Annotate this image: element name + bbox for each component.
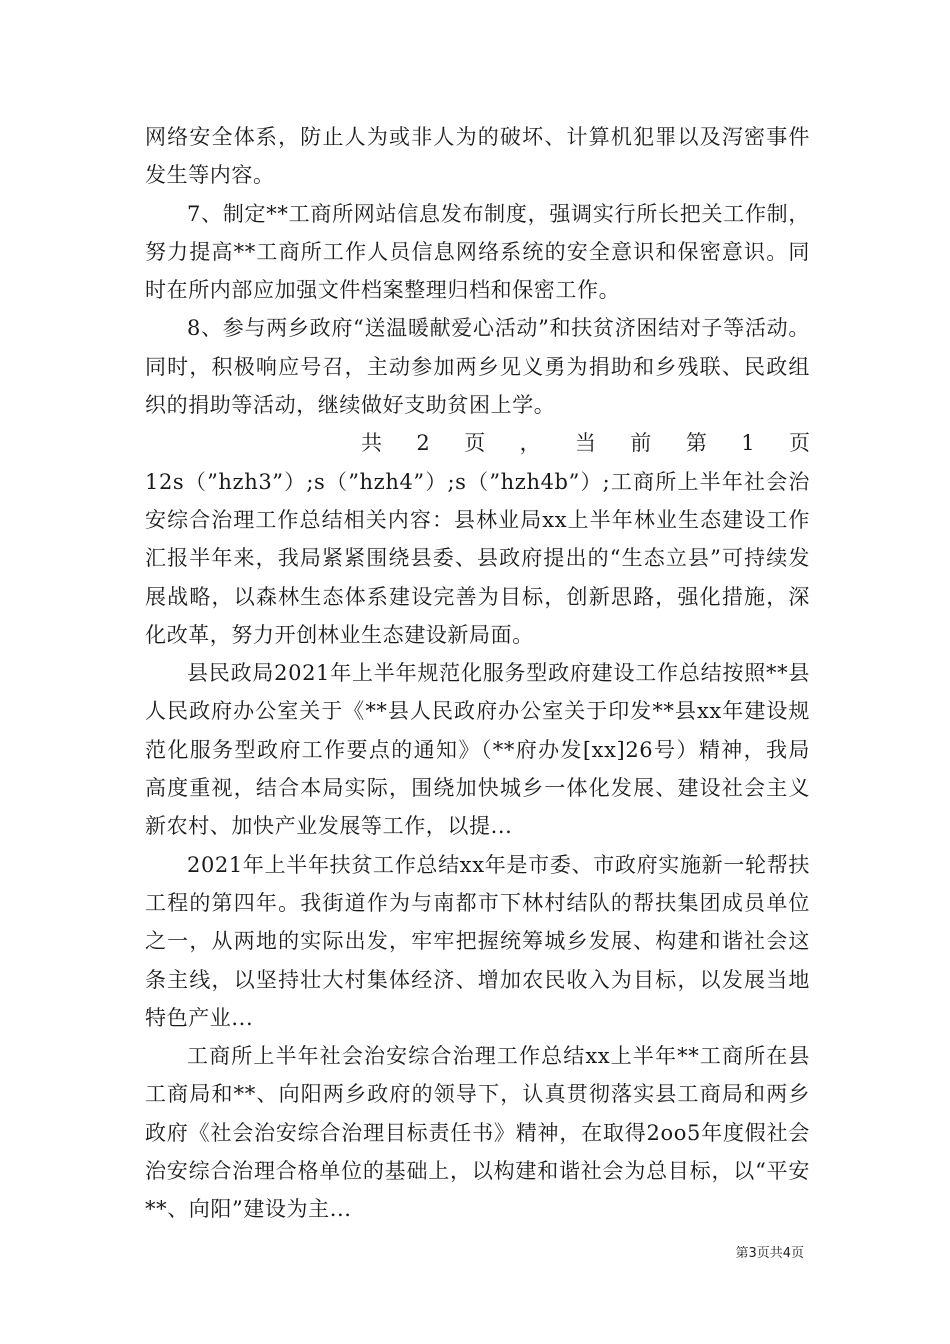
page-counter-char: 1 — [741, 431, 755, 456]
page-counter-char: 前 — [630, 431, 652, 456]
paragraph-item-8: 8、参与两乡政府“送温暖献爱心活动”和扶贫济困结对子等活动。同时，积极响应号召，主动参加两乡见义勇为捐助和乡残联、民政组织的捐助等活动，继续做好支助贫困上学。 — [145, 316, 810, 418]
page-counter-char: ， — [519, 431, 541, 456]
page-counter-char: 第 — [685, 431, 707, 456]
related-civil-affairs-summary: 县民政局2021年上半年规范化服务型政府建设工作总结按照**县人民政府办公室关于《**县人民政府办公室关于印发**县xx年建设规范化服务型政府工作要点的通知》（**府办发[xx]26号）精神，我局高度重视，结合本局实际，围绕加快城乡一体化发展、建设社会主义新农村、加快产业发展等工作，以提... — [145, 661, 810, 839]
page-counter-char: 共 — [361, 431, 382, 456]
page-footer: 第3页共4页 — [735, 1246, 804, 1261]
page-counter-char: 页 — [464, 431, 486, 456]
page-counter-char: 当 — [575, 431, 596, 456]
related-public-security-summary: 工商所上半年社会治安综合治理工作总结xx上半年**工商所在县工商局和**、向阳两乡政府的领导下，认真贯彻落实县工商局和两乡政府《社会治安综合治理目标责任书》精神，在取得2oo5年度假社会治安综合治理合格单位的基础上，以构建和谐社会为总目标，以“平安**、向阳”建设为主... — [145, 1044, 810, 1222]
page-counter-char: 页 — [789, 431, 810, 456]
page-counter-char: 2 — [416, 431, 430, 456]
document-body — [145, 118, 810, 1229]
page-counter — [145, 424, 810, 462]
related-forestry-summary: 12s（”hzh3”）;s（”hzh4”）;s（”hzh4b”）;工商所上半年社会治安综合治理工作总结相关内容：县林业局xx上半年林业生态建设工作汇报半年来，我局紧紧围绕县委、县政府提出的“生态立县”可持续发展战略，以森林生态体系建设完善为目标，创新思路，强化措施，深化改革，努力开创林业生态建设新局面。 — [145, 469, 810, 647]
related-poverty-summary: 2021年上半年扶贫工作总结xx年是市委、市政府实施新一轮帮扶工程的第四年。我街道作为与南都市下林村结队的帮扶集团成员单位之一，从两地的实际出发，牢牢把握统筹城乡发展、构建和谐社会这条主线，以坚持壮大村集体经济、增加农民收入为目标，以发展当地特色产业... — [145, 852, 810, 1030]
paragraph-security-system: 网络安全体系，防止人为或非人为的破坏、计算机犯罪以及泻密事件发生等内容。 — [145, 125, 810, 188]
paragraph-item-7: 7、制定**工商所网站信息发布制度，强调实行所长把关工作制，努力提高**工商所工作人员信息网络系统的安全意识和保密意识。同时在所内部应加强文件档案整理归档和保密工作。 — [145, 201, 810, 303]
